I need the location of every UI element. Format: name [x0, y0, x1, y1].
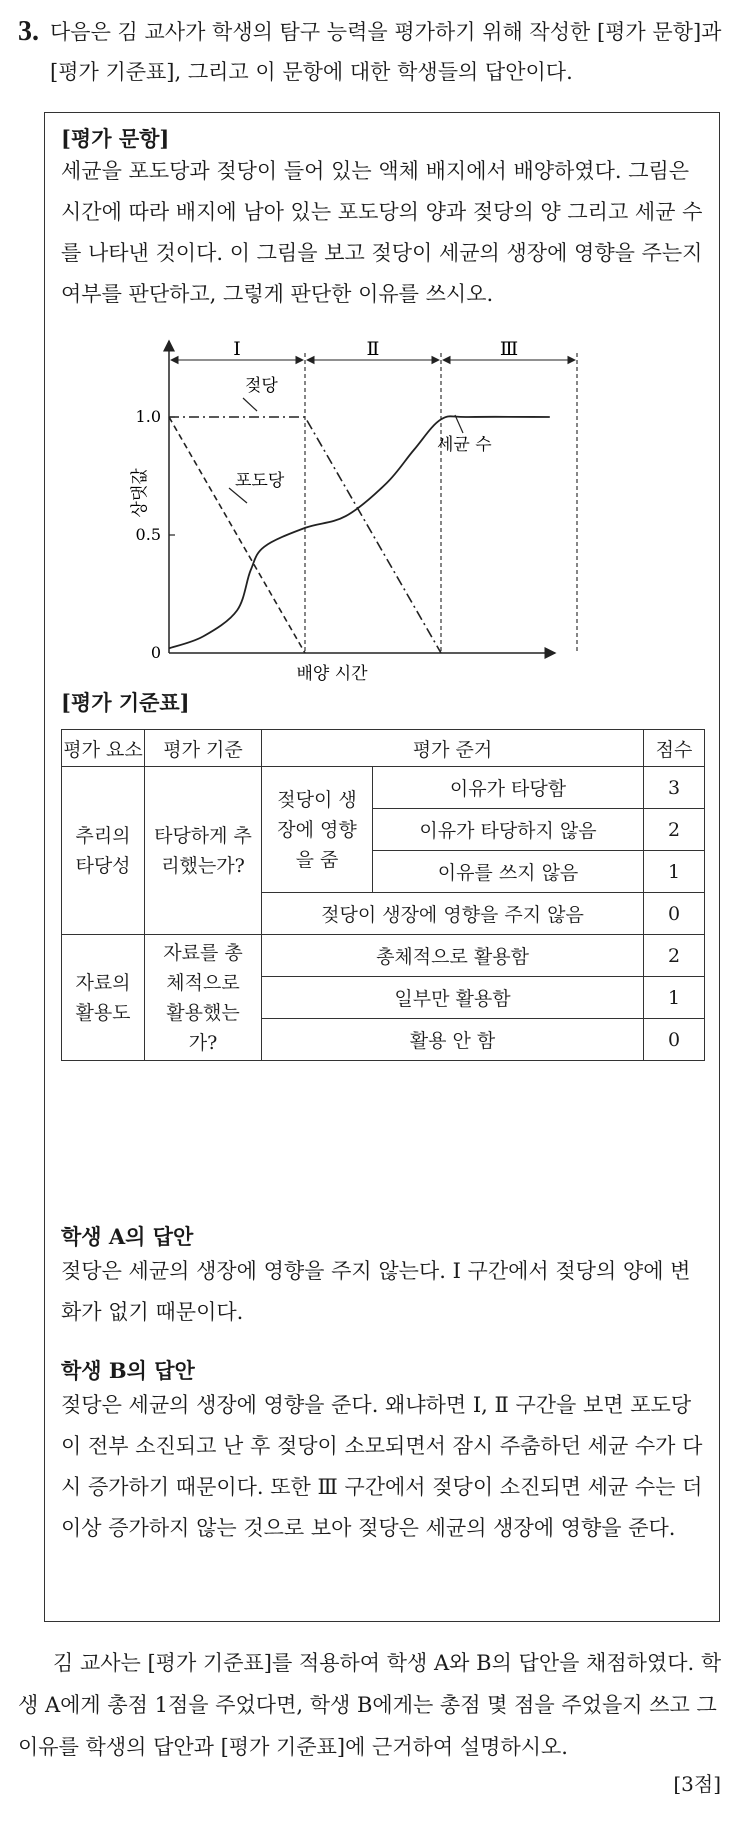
- question-header: [18, 12, 723, 92]
- student-b-text: 젖당은 세균의 생장에 영향을 준다. 왜냐하면 Ⅰ, Ⅱ 구간을 보면 포도당이 전부 소진되고 난 후 젖당이 소모되면서 잠시 주춤하던 세균 수가 다시 증가하기 때문이다. 또한 Ⅲ 구간에서 젖당이 소진되면 세균 수는 더 이상 증가하지 않는 것으로 보아 젖당은 세균의 생장에 영향을 준다.: [61, 1393, 703, 1540]
- score-3: 3: [644, 767, 705, 809]
- standard-data-use: 자료를 총체적으로 활용했는가?: [145, 935, 262, 1061]
- student-a-text: 젖당은 세균의 생장에 영향을 주지 않는다. Ⅰ 구간에서 젖당의 양에 변화가 없기 때문이다.: [61, 1259, 691, 1324]
- header-element: 평가 요소: [62, 730, 145, 767]
- section-label-1: Ⅰ: [233, 338, 241, 360]
- y-tick-0: 0: [150, 643, 161, 662]
- series-glucose-line: [169, 417, 305, 653]
- basis-partial: 일부만 활용함: [262, 977, 644, 1019]
- basis-valid: 이유가 타당함: [373, 767, 644, 809]
- item-title: [평가 문항]: [61, 126, 170, 151]
- sub-lactose-affects: 젖당이 생장에 영향을 줌: [262, 767, 373, 893]
- element-reasoning: 추리의 타당성: [62, 767, 145, 935]
- y-axis-label: 상댓값: [130, 468, 150, 518]
- section-label-3: Ⅲ: [499, 338, 519, 360]
- basis-none: 활용 안 함: [262, 1019, 644, 1061]
- basis-no-effect: 젖당이 생장에 영향을 주지 않음: [262, 893, 644, 935]
- criteria-title: [평가 기준표]: [61, 690, 190, 715]
- score-1: 1: [644, 851, 705, 893]
- score-0: 0: [644, 893, 705, 935]
- basis-total: 총체적으로 활용함: [262, 935, 644, 977]
- label-lactose: 젖당: [245, 376, 278, 396]
- question-number: 3.: [18, 16, 39, 47]
- y-tick-0-5: 0.5: [135, 525, 161, 544]
- standard-reasoning: 타당하게 추리했는가?: [145, 767, 262, 935]
- score-2: 2: [644, 809, 705, 851]
- item-text: 세균을 포도당과 젖당이 들어 있는 액체 배지에서 배양하였다. 그림은 시간에 따라 배지에 남아 있는 포도당의 양과 젖당의 양 그리고 세균 수를 나타낸 것이다. 이 그림을 보고 젖당이 세균의 생장에 영향을 주는지 여부를 판단하고, 그렇게 판단한 이유를 쓰시오.: [61, 159, 703, 306]
- closing-question: 김 교사는 [평가 기준표]를 적용하여 학생 A와 B의 답안을 채점하였다. 학생 A에게 총점 1점을 주었다면, 학생 B에게는 총점 몇 점을 주었을지 쓰고 그 이유를 학생의 답안과 [평가 기준표]에 근거하여 설명하시오.: [18, 1651, 722, 1759]
- student-b-title: 학생 B의 답안: [61, 1358, 195, 1383]
- student-a-title: 학생 A의 답안: [61, 1224, 194, 1249]
- criteria-table: [61, 729, 705, 1061]
- score-1b: 1: [644, 977, 705, 1019]
- header-score: 점수: [644, 730, 705, 767]
- points: [3점]: [673, 1772, 721, 1796]
- section-label-2: Ⅱ: [366, 338, 380, 360]
- header-basis: 평가 준거: [262, 730, 644, 767]
- score-2b: 2: [644, 935, 705, 977]
- element-data-use: 자료의 활용도: [62, 935, 145, 1061]
- header-standard: 평가 기준: [145, 730, 262, 767]
- score-0b: 0: [644, 1019, 705, 1061]
- question-text: 다음은 김 교사가 학생의 탐구 능력을 평가하기 위해 작성한 [평가 문항]과 [평가 기준표], 그리고 이 문항에 대한 학생들의 답안이다.: [50, 20, 722, 84]
- x-axis-label: 배양 시간: [296, 664, 368, 684]
- basis-no-reason: 이유를 쓰지 않음: [373, 851, 644, 893]
- label-bacteria: 세균 수: [437, 435, 492, 455]
- series-bacteria-line: [169, 416, 550, 648]
- question-box: [44, 112, 720, 1622]
- basis-invalid: 이유가 타당하지 않음: [373, 809, 644, 851]
- label-glucose: 포도당: [235, 471, 285, 491]
- y-tick-1-0: 1.0: [135, 407, 161, 426]
